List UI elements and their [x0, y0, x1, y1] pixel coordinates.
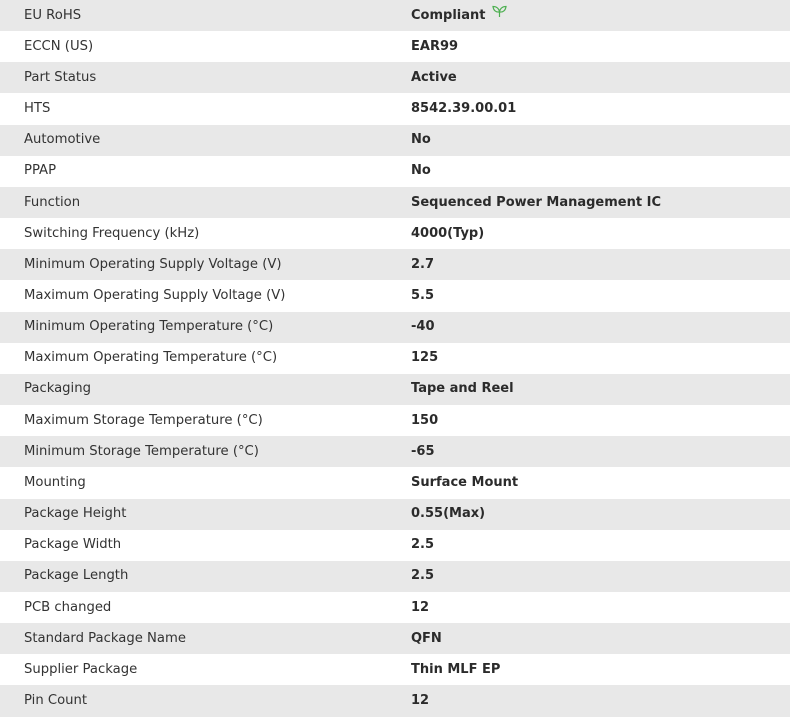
- spec-value-cell: [387, 0, 790, 31]
- spec-row-min-storage-temperature: [0, 436, 790, 467]
- spec-row-mounting: [0, 467, 790, 498]
- spec-value: No: [411, 132, 431, 148]
- spec-label: Minimum Operating Temperature (°C): [24, 319, 274, 335]
- spec-value: 150: [411, 412, 439, 428]
- spec-row-max-storage-temperature: [0, 405, 790, 436]
- spec-value: Surface Mount: [411, 474, 519, 490]
- spec-value: -40: [411, 319, 435, 335]
- leaf-icon: [492, 5, 507, 23]
- spec-label: Minimum Storage Temperature (°C): [24, 443, 259, 459]
- spec-row-supplier-package: [0, 654, 790, 685]
- spec-row-package-length: [0, 561, 790, 592]
- spec-label: PCB changed: [24, 599, 112, 615]
- spec-value: 0.55(Max): [411, 506, 486, 522]
- spec-label: Automotive: [24, 132, 101, 148]
- spec-label: Maximum Storage Temperature (°C): [24, 412, 263, 428]
- spec-value: 4000(Typ): [411, 225, 485, 241]
- spec-row-part-status: [0, 62, 790, 93]
- spec-label: Standard Package Name: [24, 630, 186, 646]
- spec-row-max-operating-temperature: [0, 343, 790, 374]
- spec-value: 5.5: [411, 287, 435, 303]
- spec-row-pin-count: [0, 685, 790, 716]
- spec-value: Compliant: [411, 7, 486, 23]
- spec-value: Active: [411, 69, 457, 85]
- spec-label: Maximum Operating Supply Voltage (V): [24, 287, 286, 303]
- spec-value: 2.7: [411, 256, 435, 272]
- spec-label: Package Length: [24, 568, 129, 584]
- spec-value: -65: [411, 443, 435, 459]
- spec-row-package-height: [0, 499, 790, 530]
- spec-label: Switching Frequency (kHz): [24, 225, 200, 241]
- spec-row-packaging: [0, 374, 790, 405]
- spec-row-min-operating-temperature: [0, 312, 790, 343]
- spec-row-eccn-us: [0, 31, 790, 62]
- spec-value: 12: [411, 693, 430, 709]
- spec-row-automotive: [0, 125, 790, 156]
- spec-label: Mounting: [24, 474, 86, 490]
- spec-row-pcb-changed: [0, 592, 790, 623]
- spec-value: Thin MLF EP: [411, 661, 501, 677]
- spec-value: No: [411, 163, 431, 179]
- spec-value: 8542.39.00.01: [411, 101, 517, 117]
- spec-value: EAR99: [411, 38, 459, 54]
- spec-row-switching-frequency: [0, 218, 790, 249]
- spec-row-function: [0, 187, 790, 218]
- spec-label: HTS: [24, 101, 51, 117]
- spec-value: Tape and Reel: [411, 381, 514, 397]
- spec-label: Packaging: [24, 381, 91, 397]
- spec-value: QFN: [411, 630, 442, 646]
- spec-row-min-operating-supply-voltage: [0, 249, 790, 280]
- spec-value: 125: [411, 350, 439, 366]
- spec-row-package-width: [0, 530, 790, 561]
- spec-label: Pin Count: [24, 693, 88, 709]
- spec-row-hts: [0, 93, 790, 124]
- spec-row-ppap: [0, 156, 790, 187]
- spec-label: PPAP: [24, 163, 57, 179]
- spec-value: 12: [411, 599, 430, 615]
- spec-row-max-operating-supply-voltage: [0, 280, 790, 311]
- spec-label: Supplier Package: [24, 661, 138, 677]
- spec-value: 2.5: [411, 537, 435, 553]
- spec-label: Part Status: [24, 69, 97, 85]
- spec-label: Minimum Operating Supply Voltage (V): [24, 256, 282, 272]
- spec-label: Maximum Operating Temperature (°C): [24, 350, 278, 366]
- spec-value: 2.5: [411, 568, 435, 584]
- spec-row-standard-package-name: [0, 623, 790, 654]
- spec-label: Function: [24, 194, 81, 210]
- spec-label: Package Height: [24, 506, 127, 522]
- spec-label: ECCN (US): [24, 38, 94, 54]
- spec-row-eu-rohs: [0, 0, 790, 31]
- spec-label: EU RoHS: [24, 7, 82, 23]
- spec-value: Sequenced Power Management IC: [411, 194, 661, 210]
- spec-label: Package Width: [24, 537, 122, 553]
